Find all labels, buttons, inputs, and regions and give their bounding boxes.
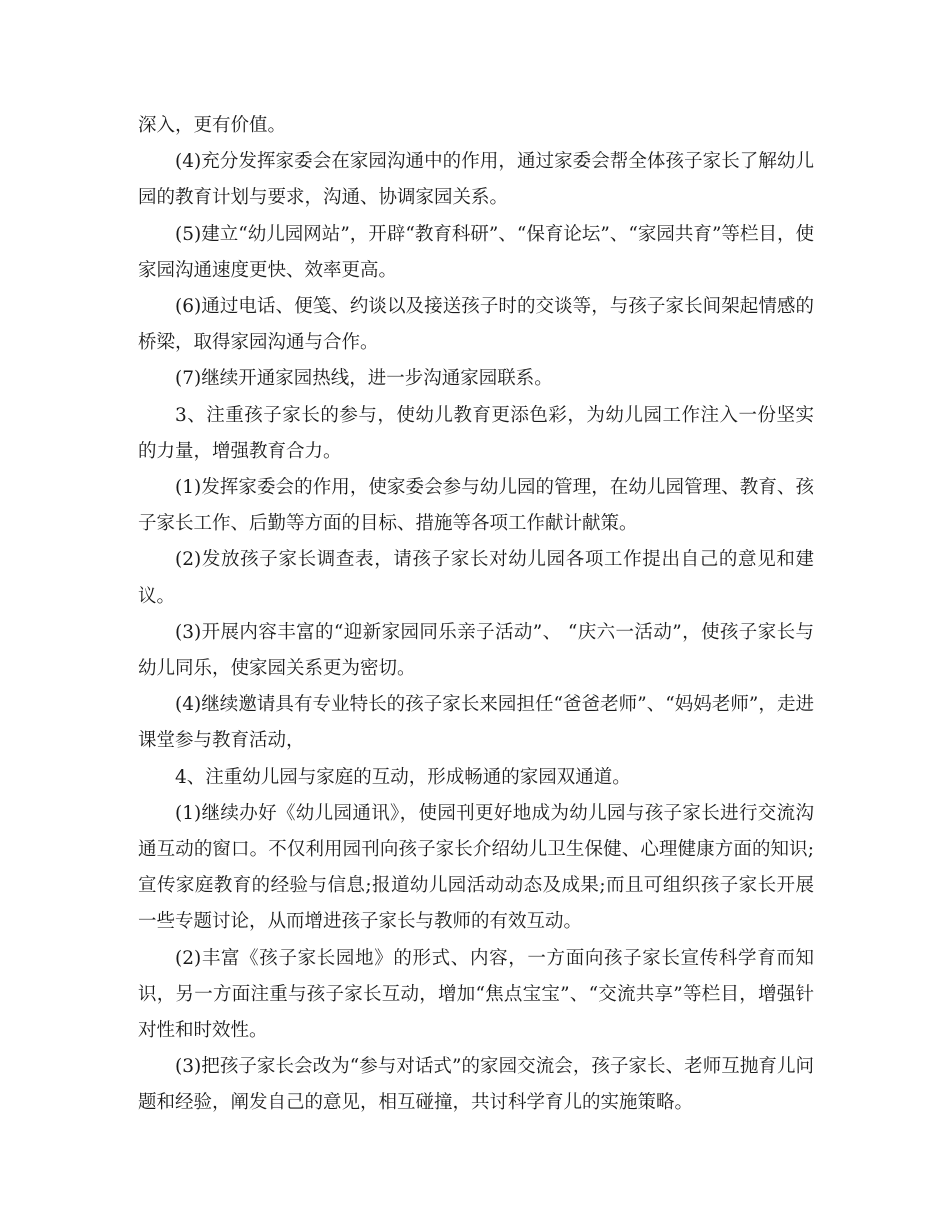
paragraph-item-3-dialogue-meeting: (3)把孩子家长会改为“参与对话式”的家园交流会，孩子家长、老师互抛育儿问题和经验，阐发自己的意见，相互碰撞，共讨科学育儿的实施策略。 (138, 1056, 814, 1114)
paragraph-item-1-committee-role: (1)发挥家委会的作用，使家委会参与幼儿园的管理，在幼儿园管理、教育、孩子家长工作、后勤等方面的目标、措施等各项工作献计献策。 (138, 477, 814, 535)
paragraph-item-7-hotline: (7)继续开通家园热线，进一步沟通家园联系。 (175, 368, 553, 390)
paragraph-item-3-activities: (3)开展内容丰富的“迎新家园同乐亲子活动”、 “庆六一活动”，使孩子家长与幼儿同乐，使家园关系更为密切。 (138, 621, 814, 680)
paragraph-item-1-newsletter: (1)继续办好《幼儿园通讯》，使园刊更好地成为幼儿园与孩子家长进行交流沟通互动的窗口。不仅利用园刊向孩子家长介绍幼儿卫生保健、心理健康方面的知识;宣传家庭教育的经验与信息;报道幼儿园活动动态及成果;而且可组织孩子家长开展一些专题讨论，从而增进孩子家长与教师的有效互动。 (138, 802, 814, 933)
paragraph-item-2-parent-corner: (2)丰富《孩子家长园地》的形式、内容，一方面向孩子家长宣传科学育而知识，另一方面注重与孩子家长互动，增加“焦点宝宝”、“交流共享”等栏目，增强针对性和时效性。 (138, 947, 814, 1042)
paragraph-section-3: 3、注重孩子家长的参与，使幼儿教育更添色彩，为幼儿园工作注入一份坚实的力量，增强教育合力。 (138, 404, 814, 462)
paragraph-item-5-website: (5)建立“幼儿园网站”，开辟“教育科研”、“保育论坛”、“家园共育”等栏目，使家园沟通速度更快、效率更高。 (138, 223, 814, 281)
paragraph-item-4-committee: (4)充分发挥家委会在家园沟通中的作用，通过家委会帮全体孩子家长了解幼儿园的教育计划与要求，沟通、协调家园关系。 (138, 151, 814, 209)
paragraph-item-6-communication: (6)通过电话、便笺、约谈以及接送孩子时的交谈等，与孩子家长间架起情感的桥梁，取得家园沟通与合作。 (138, 296, 814, 354)
paragraph-item-2-survey: (2)发放孩子家长调查表，请孩子家长对幼儿园各项工作提出自己的意见和建议。 (138, 549, 814, 607)
paragraph-item-4-parent-teachers: (4)继续邀请具有专业特长的孩子家长来园担任“爸爸老师”、“妈妈老师”，走进课堂参与教育活动， (138, 694, 814, 752)
paragraph-section-4: 4、注重幼儿园与家庭的互动，形成畅通的家园双通道。 (175, 766, 631, 788)
document-body (138, 108, 814, 1122)
paragraph-continuation: 深入，更有价值。 (138, 115, 287, 136)
